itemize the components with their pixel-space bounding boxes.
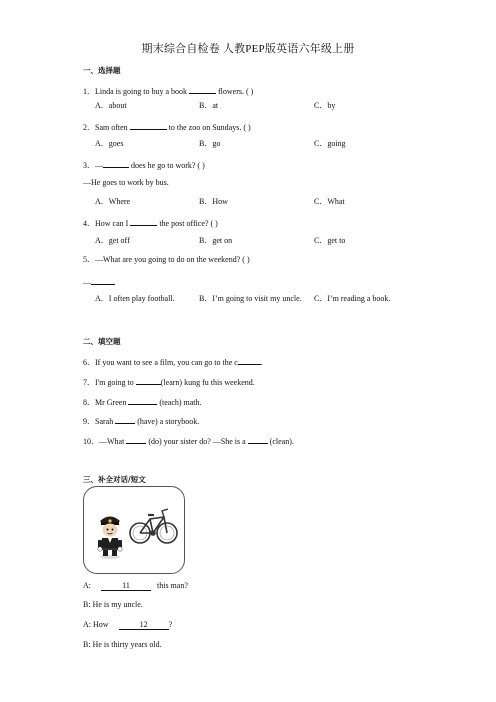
question-2 <box>83 121 251 132</box>
option-a[interactable]: A．get off <box>95 236 130 245</box>
section-heading-dialogue: 三、补全对话/短文 <box>83 475 146 484</box>
question-text: the post office? ( ) <box>159 219 218 228</box>
policeman-and-bicycle-illustration <box>84 487 184 573</box>
question-text: 7．I'm going to <box>83 378 134 387</box>
question-text: 6．If you want to see a film, you can go to the c <box>83 358 238 367</box>
question-text: flowers. ( ) <box>218 87 254 96</box>
question-6 <box>83 356 263 367</box>
answer-blank[interactable] <box>130 121 167 130</box>
question-text: 3．— <box>83 161 103 170</box>
option-b[interactable]: B．I’m going to visit my uncle. <box>199 294 302 303</box>
question-text: 8．Mr Green <box>83 398 127 407</box>
answer-blank[interactable] <box>248 435 268 444</box>
option-b[interactable]: B．at <box>199 101 219 110</box>
question-text: . <box>260 358 263 367</box>
dialog-line-b2: B: He is thirty years old. <box>83 640 162 649</box>
picture-frame <box>83 486 185 574</box>
answer-blank[interactable] <box>189 85 216 94</box>
question-5: 5．—What are you going to do on the weekend? ( ) <box>83 255 250 264</box>
question-text: 1．Linda is going to buy a book <box>83 87 187 96</box>
option-c[interactable]: C．I’m reading a book. <box>314 294 391 303</box>
answer-blank-11[interactable]: 11 <box>101 582 151 591</box>
answer-blank[interactable] <box>103 159 129 168</box>
answer-blank[interactable] <box>91 276 115 285</box>
dialog-text: A: How <box>83 620 109 629</box>
dialog-line-a2 <box>83 621 172 630</box>
question-10 <box>83 435 294 446</box>
question-text: (clean). <box>269 437 294 446</box>
answer-blank[interactable] <box>130 217 157 226</box>
question-text: (have) a storybook. <box>137 417 200 426</box>
question-5-answer-line <box>83 276 115 287</box>
question-text: to the zoo on Sundays. ( ) <box>168 123 251 132</box>
option-c[interactable]: C．by <box>314 101 336 110</box>
question-text: (learn) kung fu this weekend. <box>160 378 255 387</box>
question-7 <box>83 376 255 387</box>
question-text: 10．—What <box>83 437 125 446</box>
dash: — <box>83 278 91 287</box>
option-a[interactable]: A．goes <box>95 139 124 148</box>
dialog-text: ? <box>168 620 173 629</box>
dialog-line-b1: B: He is my uncle. <box>83 600 143 609</box>
option-b[interactable]: B．How <box>199 197 228 206</box>
option-c[interactable]: C．What <box>314 197 345 206</box>
answer-blank[interactable] <box>238 356 261 365</box>
option-a[interactable]: A．about <box>95 101 127 110</box>
question-9 <box>83 415 199 426</box>
question-text: 4．How can I <box>83 219 129 228</box>
dialog-text: this man? <box>157 581 188 590</box>
section-heading-choice: 一、选择题 <box>83 66 121 75</box>
question-1 <box>83 85 253 96</box>
question-8 <box>83 396 202 407</box>
question-text: 2．Sam often <box>83 123 128 132</box>
option-c[interactable]: C．going <box>314 139 346 148</box>
question-3 <box>83 159 205 170</box>
option-b[interactable]: B．get on <box>199 236 233 245</box>
speaker-label: A: <box>83 581 91 590</box>
policeman-icon <box>98 517 122 560</box>
question-4 <box>83 217 218 228</box>
answer-blank[interactable] <box>136 376 161 385</box>
bicycle-icon <box>130 509 177 543</box>
option-c[interactable]: C．get to <box>314 236 346 245</box>
question-3-response: —He goes to work by bus. <box>83 178 169 187</box>
dialog-line-a1 <box>83 582 188 591</box>
section-heading-fill: 二、填空题 <box>83 337 121 346</box>
answer-blank[interactable] <box>128 396 157 405</box>
answer-blank-12[interactable]: 12 <box>119 621 169 630</box>
answer-blank[interactable] <box>126 435 146 444</box>
answer-blank[interactable] <box>115 415 135 424</box>
question-text: 9．Sarah <box>83 417 114 426</box>
question-text: (teach) math. <box>159 398 202 407</box>
question-text: does he go to work? ( ) <box>131 161 205 170</box>
question-text: (do) your sister do? —She is a <box>148 437 246 446</box>
option-a[interactable]: A．Where <box>95 197 131 206</box>
page-title: 期末综合自检卷 人教PEP版英语六年级上册 <box>141 43 355 55</box>
option-a[interactable]: A．I often play football. <box>95 294 175 303</box>
option-b[interactable]: B．go <box>199 139 221 148</box>
